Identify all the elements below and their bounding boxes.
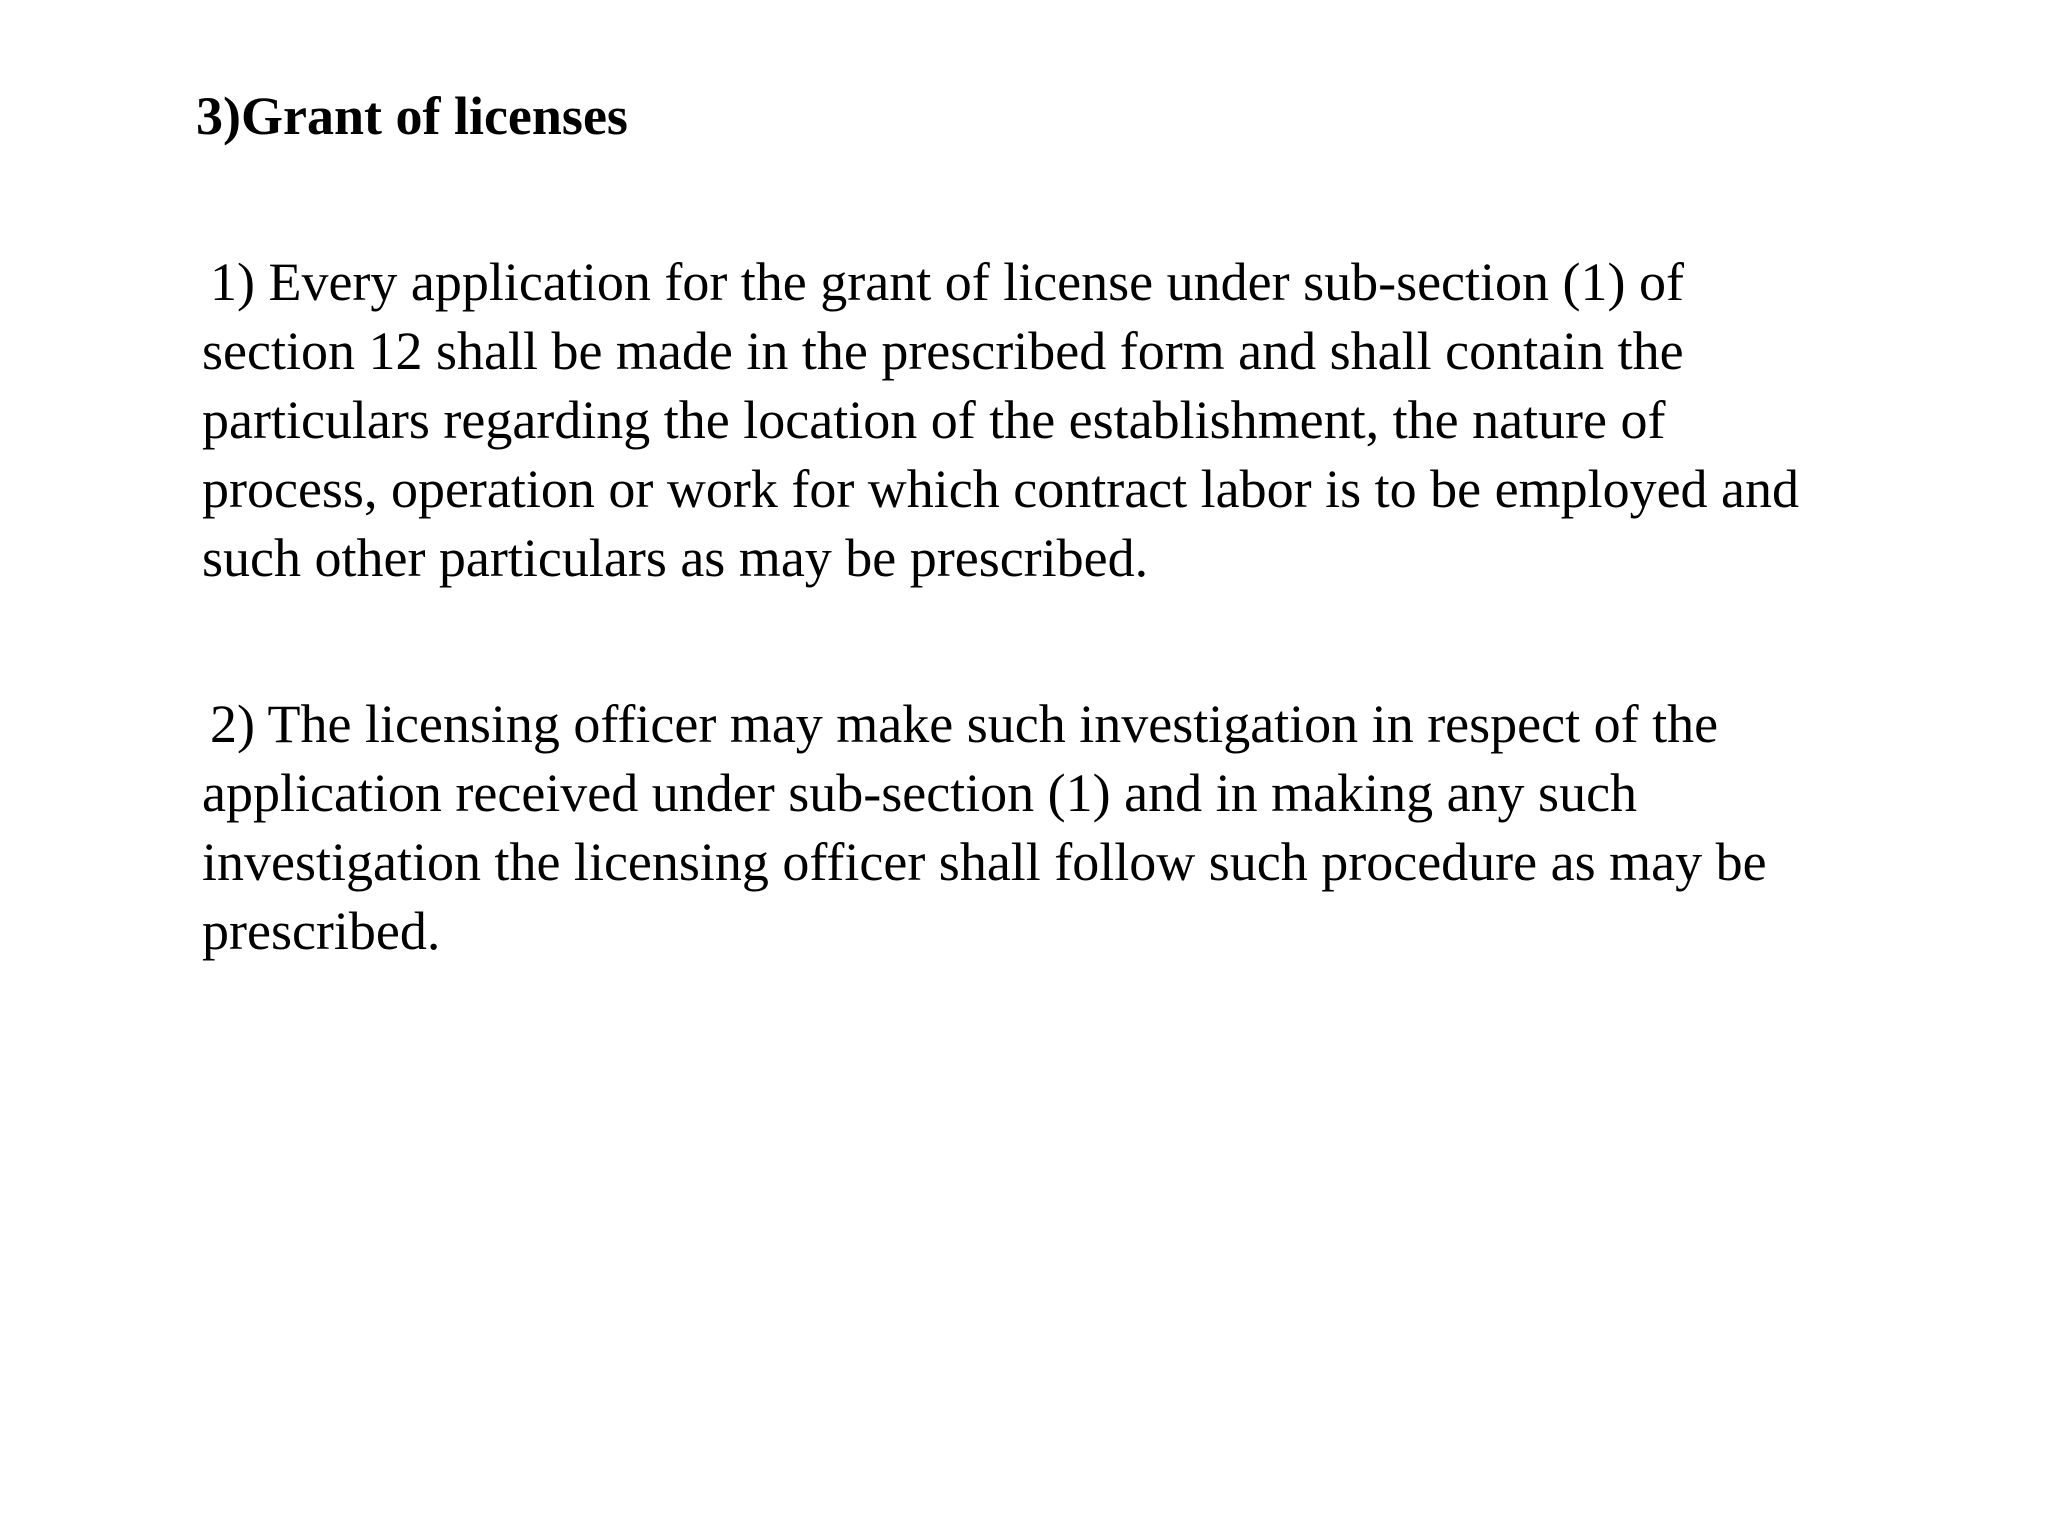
paragraph-1 [202, 248, 1799, 593]
paragraph-line: 1) Every application for the grant of license under sub-section (1) of [210, 252, 1684, 312]
paragraph-2 [202, 690, 1767, 966]
paragraph-line: investigation the licensing officer shall follow such procedure as may be [202, 832, 1767, 892]
paragraph-line: 2) The licensing officer may make such investigation in respect of the [210, 694, 1719, 754]
section-title: 3)Grant of licenses [196, 86, 628, 146]
paragraph-line: process, operation or work for which contract labor is to be employed and [202, 459, 1800, 519]
paragraph-line: particulars regarding the location of the establishment, the nature of [202, 390, 1666, 450]
paragraph-line: application received under sub-section (1) and in making any such [202, 763, 1638, 823]
paragraph-line: such other particulars as may be prescribed. [202, 528, 1149, 588]
paragraph-line: prescribed. [202, 901, 441, 961]
paragraph-line: section 12 shall be made in the prescribed form and shall contain the [202, 321, 1684, 381]
